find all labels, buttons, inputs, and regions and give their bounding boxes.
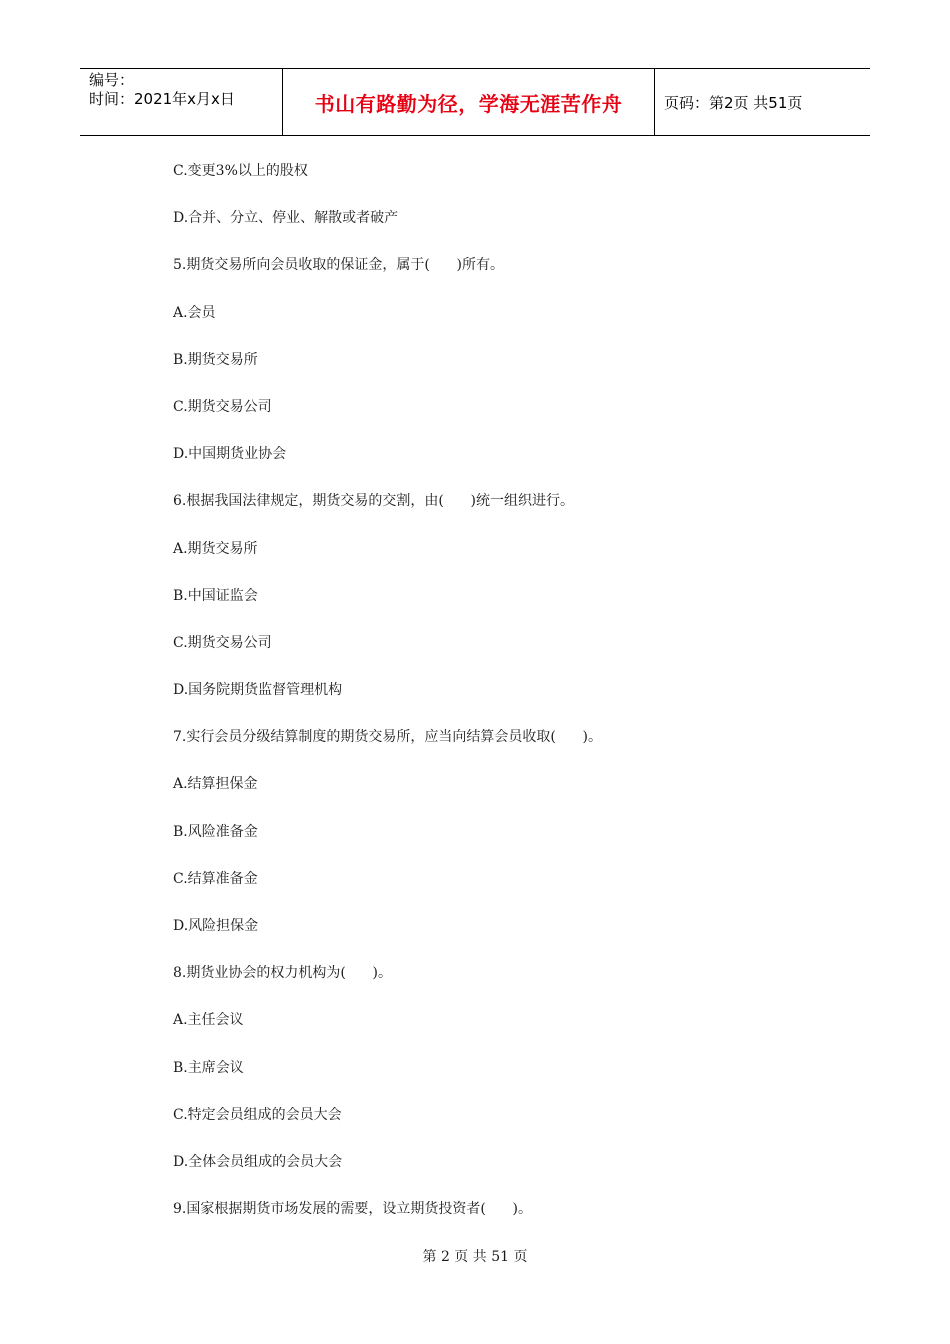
code-label: 编号： bbox=[89, 71, 135, 89]
page-footer: 第 2 页 共 51 页 bbox=[422, 1249, 528, 1265]
question-text: 8.期货业协会的权力机构为( )。 bbox=[173, 965, 392, 982]
option-line: D.全体会员组成的会员大会 bbox=[173, 1153, 343, 1170]
option-line: B.期货交易所 bbox=[173, 351, 258, 368]
question-text: 6.根据我国法律规定，期货交易的交割，由( )统一组织进行。 bbox=[173, 493, 574, 510]
option-line: A.会员 bbox=[173, 304, 216, 321]
time-label: 时间：2021年x月x日 bbox=[89, 90, 235, 108]
question-text: 7.实行会员分级结算制度的期货交易所，应当向结算会员收取( )。 bbox=[173, 729, 602, 746]
body-line: D.合并、分立、停业、解散或者破产 bbox=[173, 210, 399, 227]
header-motto-cell bbox=[282, 69, 655, 135]
option-line: D.中国期货业协会 bbox=[173, 446, 287, 463]
header-page-cell bbox=[655, 69, 870, 135]
document-body bbox=[173, 160, 813, 1245]
question-text: 9.国家根据期货市场发展的需要，设立期货投资者( )。 bbox=[173, 1201, 532, 1218]
question-text: 5.期货交易所向会员收取的保证金，属于( )所有。 bbox=[173, 257, 504, 274]
option-line: D.国务院期货监督管理机构 bbox=[173, 682, 343, 699]
option-line: A.期货交易所 bbox=[173, 540, 258, 557]
option-line: B.中国证监会 bbox=[173, 587, 258, 604]
option-line: A.结算担保金 bbox=[173, 776, 258, 793]
header-meta-cell bbox=[80, 69, 282, 135]
option-line: B.主席会议 bbox=[173, 1059, 244, 1076]
option-line: C.特定会员组成的会员大会 bbox=[173, 1106, 342, 1123]
option-line: D.风险担保金 bbox=[173, 918, 259, 934]
document-header bbox=[80, 68, 870, 136]
body-line: C.变更3%以上的股权 bbox=[173, 163, 308, 179]
option-line: C.结算准备金 bbox=[173, 870, 258, 887]
option-line: B.风险准备金 bbox=[173, 823, 258, 840]
option-line: C.期货交易公司 bbox=[173, 634, 272, 651]
option-line: C.期货交易公司 bbox=[173, 398, 272, 415]
page-info: 页码：第2页 共51页 bbox=[664, 93, 803, 112]
motto-text: 书山有路勤为径，学海无涯苦作舟 bbox=[314, 91, 623, 116]
option-line: A.主任会议 bbox=[173, 1012, 244, 1029]
